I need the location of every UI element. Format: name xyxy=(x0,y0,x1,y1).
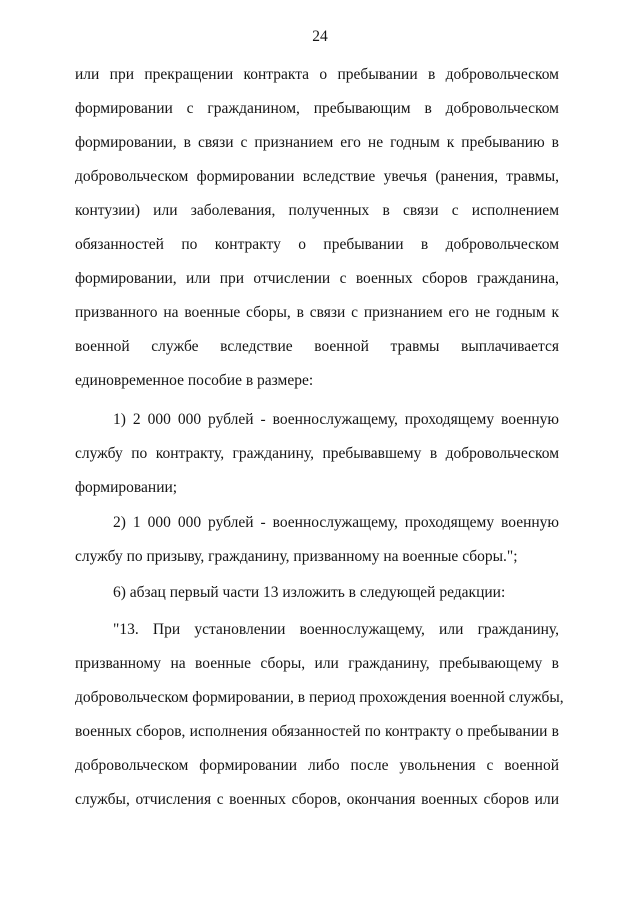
text-line: 6) абзац первый части 13 изложить в следующей редакции: xyxy=(113,584,506,601)
text-line: 1) 2 000 000 рублей - военнослужащему, проходящему военную xyxy=(113,411,559,428)
text-line: добровольческом формировании либо после увольнения с военной xyxy=(75,757,559,774)
text-line: формировании, в связи с признанием его не годным к пребыванию в xyxy=(75,134,559,151)
text-line: добровольческом формировании вследствие увечья (ранения, травмы, xyxy=(75,168,559,185)
text-line: добровольческом формировании, в период прохождения военной службы, xyxy=(75,689,564,706)
page-number: 24 xyxy=(312,28,328,45)
text-line: "13. При установлении военнослужащему, или гражданину, xyxy=(113,621,559,638)
text-line: контузии) или заболевания, полученных в связи с исполнением xyxy=(75,202,559,219)
text-line: единовременное пособие в размере: xyxy=(75,372,314,389)
text-line: обязанностей по контракту о пребывании в добровольческом xyxy=(75,236,559,253)
text-line: 2) 1 000 000 рублей - военнослужащему, проходящему военную xyxy=(113,514,559,531)
text-line: призванному на военные сборы, или гражданину, пребывающему в xyxy=(75,655,559,672)
text-line: службы, отчисления с военных сборов, окончания военных сборов или xyxy=(75,791,559,808)
text-line: военной службе вследствие военной травмы выплачивается xyxy=(75,338,559,355)
text-line: военных сборов, исполнения обязанностей по контракту о пребывании в xyxy=(75,723,559,740)
text-line: службу по контракту, гражданину, пребывавшему в добровольческом xyxy=(75,445,559,462)
text-line: формировании с гражданином, пребывающим в добровольческом xyxy=(75,100,559,117)
text-line: призванного на военные сборы, в связи с признанием его не годным к xyxy=(75,304,559,321)
text-line: формировании; xyxy=(75,479,178,496)
text-line: или при прекращении контракта о пребывании в добровольческом xyxy=(75,66,559,83)
text-line: службу по призыву, гражданину, призванному на военные сборы."; xyxy=(75,548,518,565)
text-line: формировании, или при отчислении с военных сборов гражданина, xyxy=(75,270,559,287)
